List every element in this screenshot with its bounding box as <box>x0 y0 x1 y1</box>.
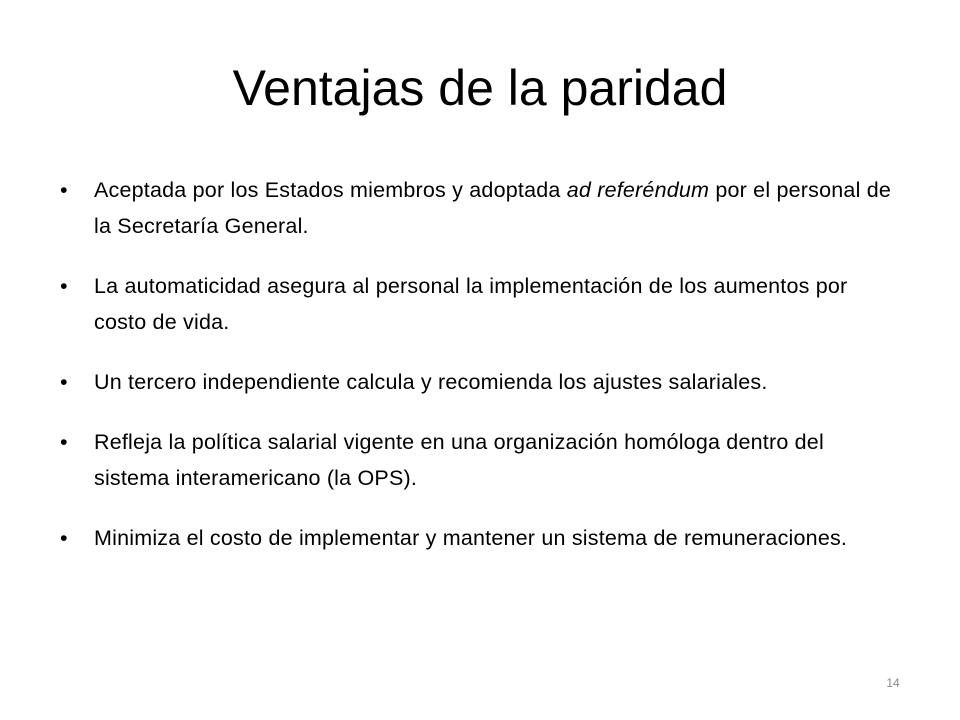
bullet-item <box>60 520 900 556</box>
bullet-item <box>60 268 900 340</box>
bullet-icon: • <box>60 178 68 202</box>
bullet-icon: • <box>60 370 68 394</box>
emphasis-text: ad referéndum <box>566 178 710 202</box>
bullet-item <box>60 364 900 400</box>
slide-title: Ventajas de la paridad <box>232 60 728 116</box>
bullet-icon: • <box>60 274 68 298</box>
page-number: 14 <box>886 676 900 690</box>
bullet-text: Un tercero independiente calcula y recomienda los ajustes salariales. <box>94 370 768 394</box>
bullet-text: La automaticidad asegura al personal la implementación de los aumentos por costo de vida. <box>94 274 848 334</box>
bullet-item <box>60 172 900 244</box>
bullet-icon: • <box>60 430 68 454</box>
bullet-item <box>60 424 900 496</box>
bullet-text: Aceptada por los Estados miembros y adoptada ad referéndum por el personal de la Secretaría General. <box>94 178 892 238</box>
bullet-text: Refleja la política salarial vigente en una organización homóloga dentro del sistema interamericano (la OPS). <box>94 430 824 490</box>
bullet-icon: • <box>60 526 68 550</box>
bullet-text: Minimiza el costo de implementar y mantener un sistema de remuneraciones. <box>94 526 848 550</box>
bullet-list <box>60 172 900 580</box>
